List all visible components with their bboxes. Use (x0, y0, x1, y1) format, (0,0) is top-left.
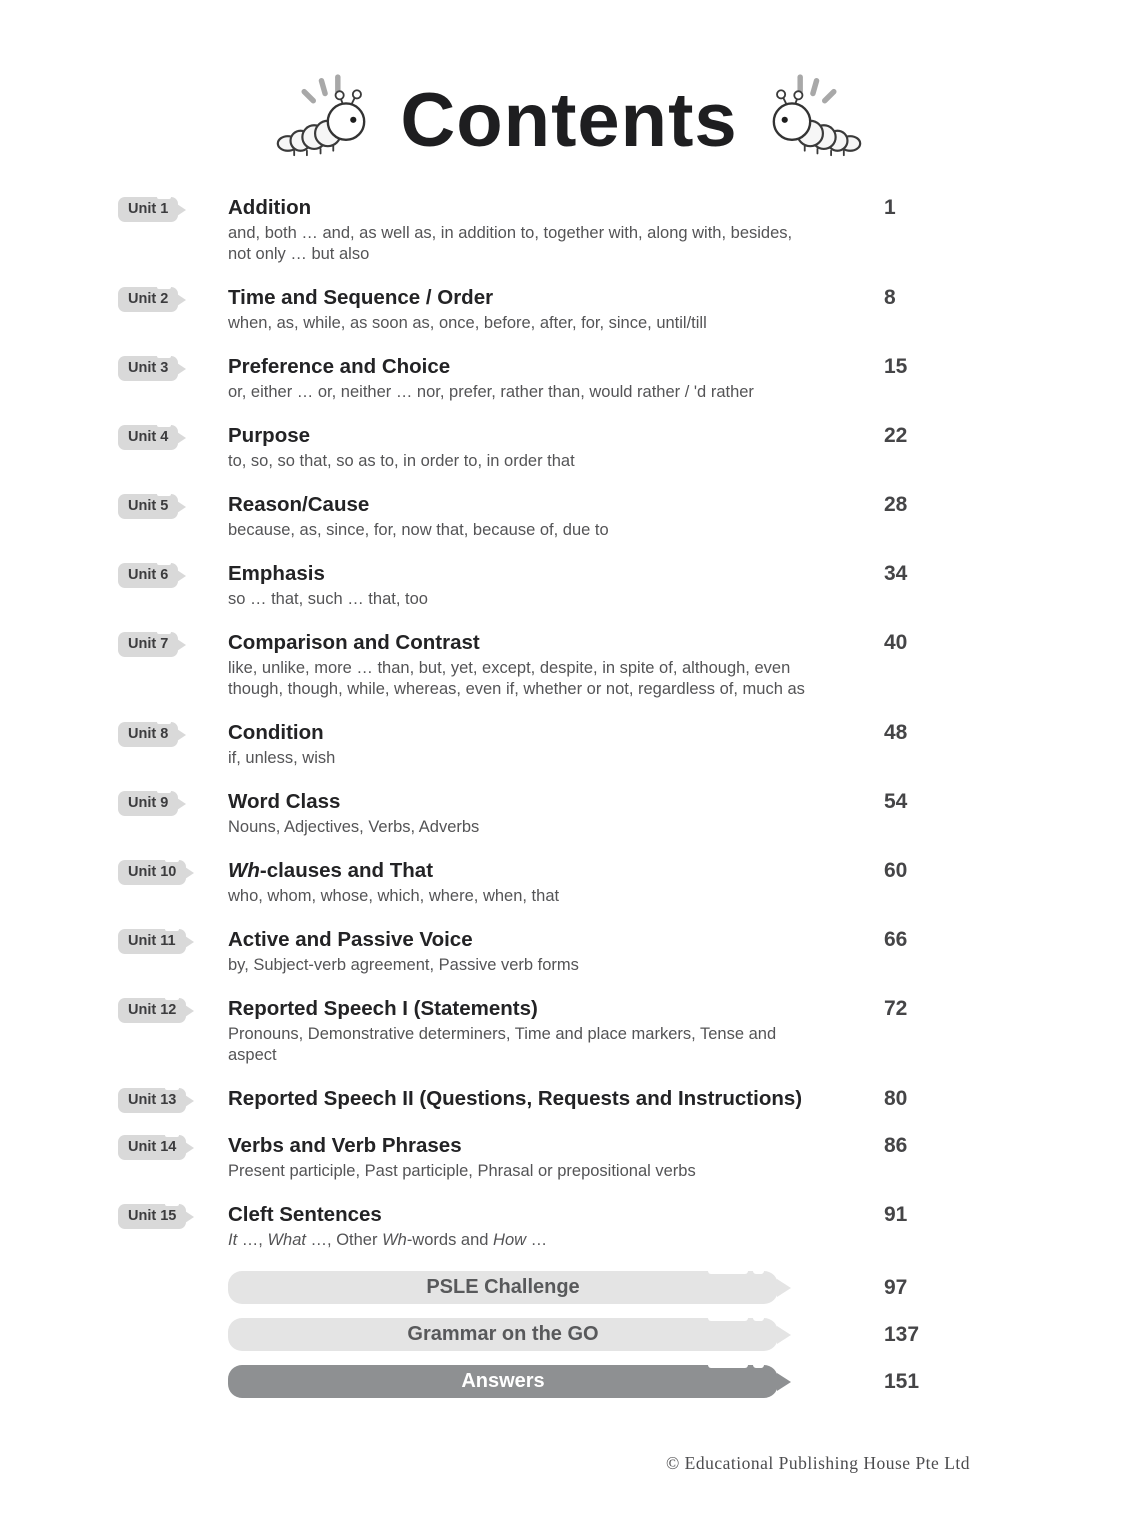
toc-section-list (118, 1271, 1138, 1398)
toc-row (118, 492, 1138, 541)
unit-subtitle: who, whom, whose, which, where, when, that (228, 887, 560, 905)
caterpillar-left-icon (276, 72, 376, 169)
unit-badge-column (118, 492, 228, 519)
unit-text-column (228, 927, 884, 976)
unit-page-number: 1 (884, 196, 896, 219)
unit-page-number: 54 (884, 790, 908, 813)
toc-row (118, 1202, 1138, 1251)
unit-badge-column (118, 630, 228, 657)
section-page-number: 151 (884, 1369, 920, 1393)
unit-badge-column (118, 858, 228, 885)
unit-badge: Unit 11 (118, 929, 186, 954)
section-page-number: 97 (884, 1275, 908, 1299)
unit-page-number: 40 (884, 631, 908, 654)
unit-badge-column (118, 789, 228, 816)
unit-badge-column (118, 1202, 228, 1229)
unit-text-column (228, 285, 884, 334)
unit-title: Verbs and Verb Phrases (228, 1134, 462, 1157)
toc-row (118, 1133, 1138, 1182)
toc-row (118, 285, 1138, 334)
unit-subtitle: like, unlike, more … than, but, yet, except, despite, in spite of, although, even though, though, while, whereas, even if, whether or not, regardless of, much as (228, 659, 805, 698)
unit-subtitle: It …, What …, Other Wh-words and How … (228, 1231, 548, 1249)
toc-row (118, 1086, 1138, 1113)
unit-badge-column (118, 423, 228, 450)
unit-title: Emphasis (228, 562, 325, 585)
unit-page-number: 8 (884, 286, 896, 309)
section-banner-wrap (228, 1365, 884, 1398)
unit-title: Reported Speech II (Questions, Requests and Instructions) (228, 1087, 803, 1110)
unit-text-column (228, 1202, 884, 1251)
unit-page-number: 48 (884, 721, 908, 744)
unit-title: Addition (228, 196, 312, 219)
unit-page-number: 15 (884, 355, 908, 378)
unit-title: Comparison and Contrast (228, 631, 480, 654)
unit-badge: Unit 4 (118, 425, 178, 450)
unit-subtitle: to, so, so that, so as to, in order to, in order that (228, 452, 575, 470)
unit-page-number: 72 (884, 997, 908, 1020)
unit-page-number: 86 (884, 1134, 908, 1157)
toc-row (118, 927, 1138, 976)
unit-subtitle: Nouns, Adjectives, Verbs, Adverbs (228, 818, 480, 836)
unit-badge: Unit 14 (118, 1135, 186, 1160)
unit-title: Preference and Choice (228, 355, 451, 378)
unit-text-column (228, 423, 884, 472)
section-banner (228, 1365, 778, 1398)
unit-title: Wh-clauses and That (228, 859, 434, 882)
toc-row (118, 996, 1138, 1066)
toc-section-row (118, 1318, 1138, 1351)
toc-row (118, 561, 1138, 610)
unit-badge: Unit 3 (118, 356, 178, 381)
unit-badge: Unit 9 (118, 791, 178, 816)
unit-page-number: 91 (884, 1203, 908, 1226)
section-banner-wrap (228, 1318, 884, 1351)
unit-badge-column (118, 285, 228, 312)
toc-section-row (118, 1271, 1138, 1304)
section-banner (228, 1271, 778, 1304)
caterpillar-right-icon (762, 72, 862, 169)
unit-badge: Unit 10 (118, 860, 186, 885)
unit-badge-column (118, 996, 228, 1023)
unit-text-column (228, 354, 884, 403)
unit-subtitle: and, both … and, as well as, in addition to, together with, along with, besides, not only … but also (228, 224, 793, 263)
unit-title: Time and Sequence / Order (228, 286, 494, 309)
unit-page-number: 80 (884, 1087, 908, 1110)
unit-subtitle: because, as, since, for, now that, because of, due to (228, 521, 609, 539)
unit-subtitle: Pronouns, Demonstrative determiners, Time and place markers, Tense and aspect (228, 1025, 777, 1064)
unit-text-column (228, 789, 884, 838)
unit-badge-column (118, 1133, 228, 1160)
unit-badge: Unit 12 (118, 998, 186, 1023)
unit-title: Reported Speech I (Statements) (228, 997, 538, 1020)
unit-subtitle: or, either … or, neither … nor, prefer, rather than, would rather / 'd rather (228, 383, 754, 401)
unit-badge: Unit 8 (118, 722, 178, 747)
unit-title: Purpose (228, 424, 311, 447)
unit-badge: Unit 1 (118, 197, 178, 222)
unit-subtitle: so … that, such … that, too (228, 590, 428, 608)
unit-text-column (228, 858, 884, 907)
toc-row (118, 195, 1138, 265)
banner-highlight-dash (753, 1315, 764, 1321)
section-banner-label: Grammar on the GO (407, 1323, 599, 1345)
unit-text-column (228, 630, 884, 700)
toc-row (118, 858, 1138, 907)
banner-highlight-dash (708, 1362, 748, 1368)
toc-unit-list (118, 195, 1138, 1251)
page-header (0, 0, 1138, 169)
unit-title: Active and Passive Voice (228, 928, 473, 951)
section-banner-label: Answers (461, 1370, 545, 1392)
unit-subtitle: Present participle, Past participle, Phrasal or prepositional verbs (228, 1162, 696, 1180)
banner-highlight-dash (708, 1268, 748, 1274)
unit-text-column (228, 720, 884, 769)
toc-row (118, 423, 1138, 472)
unit-badge-column (118, 561, 228, 588)
unit-text-column (228, 996, 884, 1066)
publisher-copyright: © Educational Publishing House Pte Ltd (665, 1453, 970, 1473)
unit-text-column (228, 195, 884, 265)
unit-badge: Unit 2 (118, 287, 178, 312)
unit-badge-column (118, 927, 228, 954)
unit-subtitle: by, Subject-verb agreement, Passive verb forms (228, 956, 579, 974)
unit-badge-column (118, 1086, 228, 1113)
unit-title: Word Class (228, 790, 341, 813)
unit-badge-column (118, 720, 228, 747)
toc-row (118, 789, 1138, 838)
unit-badge: Unit 6 (118, 563, 178, 588)
unit-text-column (228, 1133, 884, 1182)
section-banner-label: PSLE Challenge (426, 1276, 580, 1298)
unit-page-number: 22 (884, 424, 908, 447)
banner-highlight-dash (753, 1268, 764, 1274)
unit-title: Condition (228, 721, 324, 744)
unit-page-number: 60 (884, 859, 908, 882)
section-banner-wrap (228, 1271, 884, 1304)
unit-subtitle: if, unless, wish (228, 749, 336, 767)
unit-text-column (228, 561, 884, 610)
banner-highlight-dash (708, 1315, 748, 1321)
unit-page-number: 34 (884, 562, 908, 585)
unit-text-column (228, 1086, 884, 1112)
unit-badge: Unit 7 (118, 632, 178, 657)
unit-title: Cleft Sentences (228, 1203, 382, 1226)
unit-page-number: 66 (884, 928, 908, 951)
toc-row (118, 630, 1138, 700)
unit-subtitle: when, as, while, as soon as, once, before, after, for, since, until/till (228, 314, 707, 332)
toc-row (118, 354, 1138, 403)
section-page-number: 137 (884, 1322, 920, 1346)
toc-row (118, 720, 1138, 769)
banner-highlight-dash (753, 1362, 764, 1368)
section-banner (228, 1318, 778, 1351)
unit-page-number: 28 (884, 493, 908, 516)
unit-badge: Unit 15 (118, 1204, 186, 1229)
unit-badge: Unit 13 (118, 1088, 186, 1113)
unit-badge: Unit 5 (118, 494, 178, 519)
unit-badge-column (118, 195, 228, 222)
toc-section-row (118, 1365, 1138, 1398)
page-title: Contents (400, 77, 738, 163)
unit-title: Reason/Cause (228, 493, 370, 516)
unit-badge-column (118, 354, 228, 381)
unit-text-column (228, 492, 884, 541)
